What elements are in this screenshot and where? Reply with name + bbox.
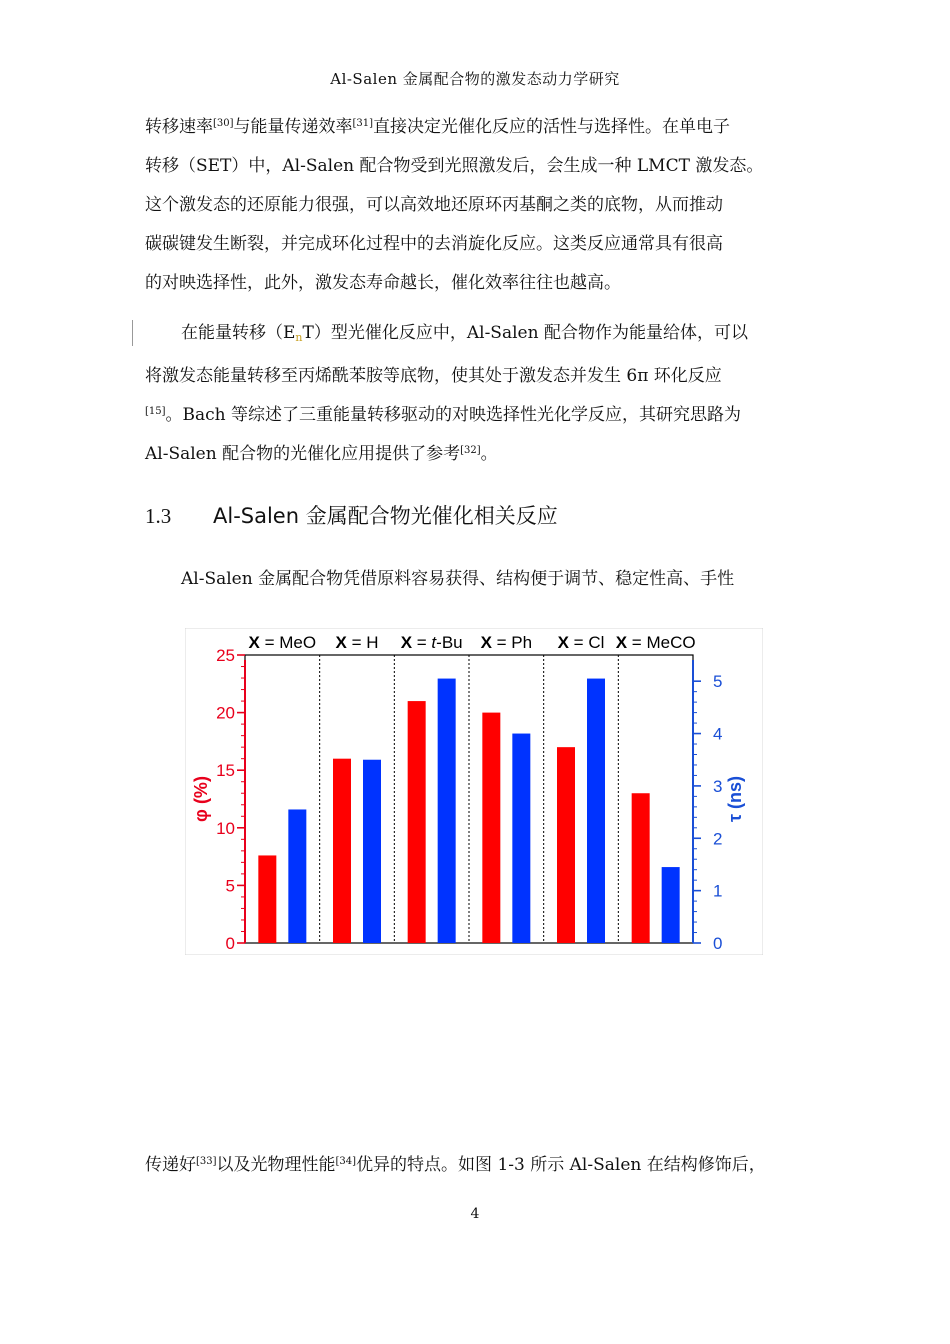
category-label: X = H	[335, 633, 379, 652]
p4-line-1	[145, 1146, 810, 1185]
bar-phi	[333, 759, 351, 943]
text: 与能量传递效率	[233, 117, 353, 137]
left-tick-label: 25	[216, 646, 235, 665]
p2-line-2: 将激发态能量转移至丙烯酰苯胺等底物，使其处于激发态并发生 6π 环化反应	[145, 366, 722, 386]
text: 以及光物理性能	[216, 1155, 336, 1175]
citation: [30]	[213, 118, 234, 129]
bar-phi	[557, 747, 575, 943]
subscript: n	[295, 331, 303, 344]
right-tick-label: 1	[713, 881, 723, 901]
bar-tau	[363, 760, 381, 943]
left-tick-label: 20	[216, 703, 235, 723]
p2-line-1	[145, 314, 810, 357]
left-tick-label: 15	[216, 761, 235, 781]
paragraph-2	[145, 314, 810, 474]
left-tick-label: 0	[225, 934, 235, 953]
right-tick-label: 2	[713, 829, 723, 849]
category-label: X = MeO	[248, 633, 317, 652]
citation: [33]	[196, 1156, 217, 1167]
right-tick-label: 0	[713, 934, 723, 953]
category-label: X = t-Bu	[400, 633, 463, 652]
bar-tau	[438, 679, 456, 943]
left-tick-label: 5	[225, 876, 235, 896]
text: T）型光催化反应中，Al-Salen 配合物作为能量给体，可以	[302, 323, 748, 343]
text: 。Bach 等综述了三重能量转移驱动的对映选择性光化学反应，其研究思路为	[165, 405, 742, 425]
bar-tau	[288, 809, 306, 943]
left-tick-label: 10	[216, 818, 235, 838]
bar-phi	[258, 855, 276, 943]
p1-line-1	[145, 108, 810, 147]
p2-line-4	[145, 435, 810, 474]
right-tick-label: 5	[713, 672, 723, 692]
text: Al-Salen 配合物的光催化应用提供了参考	[145, 444, 461, 464]
bar-phi	[482, 713, 500, 943]
p1-line-3: 这个激发态的还原能力很强，可以高效地还原环丙基酮之类的底物，从而推动	[145, 195, 723, 215]
category-label: X = MeCO	[615, 633, 696, 652]
paragraph-1	[145, 108, 810, 303]
page-number: 4	[470, 1206, 480, 1222]
section-title: Al-Salen 金属配合物光催化相关反应	[213, 504, 558, 528]
p1-line-2: 转移（SET）中，Al-Salen 配合物受到光照激发后，会生成一种 LMCT 激发态。	[145, 156, 764, 176]
right-axis-title: τ (ns)	[725, 775, 745, 823]
bar-phi	[408, 701, 426, 943]
right-tick-label: 3	[713, 776, 723, 796]
p1-line-4: 碳碳键发生断裂，并完成环化过程中的去消旋化反应。这类反应通常具有很高	[145, 234, 723, 254]
text: 转移速率	[145, 117, 213, 137]
section-heading	[145, 500, 558, 530]
citation: [31]	[352, 118, 374, 129]
p3-line-1: Al-Salen 金属配合物凭借原料容易获得、结构便于调节、稳定性高、手性	[181, 569, 735, 589]
bar-phi	[632, 793, 650, 943]
text: 直接决定光催化反应的活性与选择性。在单电子	[373, 117, 731, 137]
text: 。	[480, 444, 498, 464]
category-label: X = Cl	[557, 633, 605, 652]
bar-tau	[587, 679, 605, 943]
bar-tau	[512, 734, 530, 943]
running-header: Al-Salen 金属配合物的激发态动力学研究	[330, 70, 620, 88]
section-number: 1.3	[145, 504, 172, 528]
paragraph-4	[145, 1146, 810, 1185]
p1-line-5: 的对映选择性，此外，激发态寿命越长，催化效率往往也越高。	[145, 273, 621, 293]
figure-1-3	[185, 628, 763, 955]
text: 优异的特点。如图 1-3 所示 Al-Salen 在结构修饰后，	[356, 1155, 766, 1175]
right-tick-label: 4	[713, 724, 723, 744]
p2-line-3	[145, 396, 810, 435]
paragraph-3	[145, 560, 810, 599]
citation: [32]	[460, 445, 481, 456]
text: 传递好	[145, 1155, 196, 1175]
text-cursor-mark	[132, 320, 133, 346]
citation: [34]	[335, 1156, 357, 1167]
text: 在能量转移（E	[181, 323, 296, 343]
category-label: X = Ph	[480, 633, 533, 652]
bar-chart	[185, 628, 763, 955]
left-axis-title: φ (%)	[191, 776, 211, 822]
citation: [15]	[145, 406, 166, 417]
bar-tau	[662, 867, 680, 943]
